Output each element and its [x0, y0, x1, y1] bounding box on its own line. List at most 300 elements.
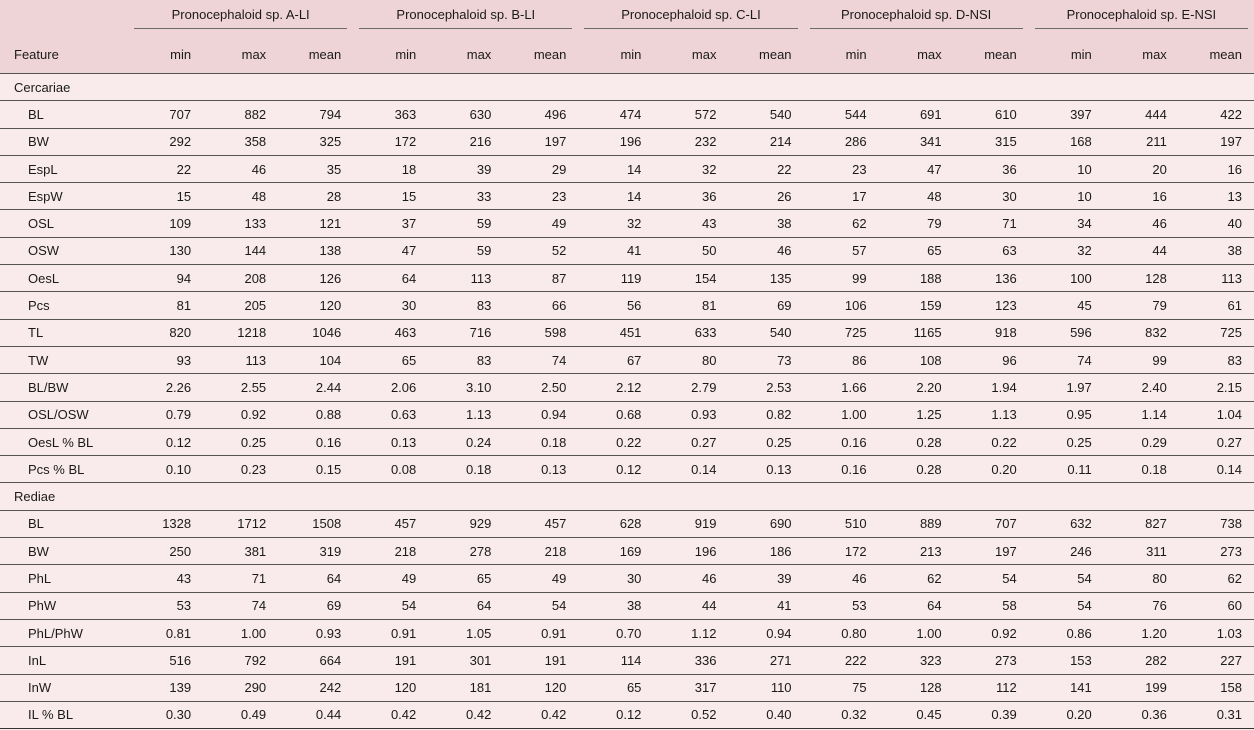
- value-cell: 33: [428, 183, 503, 210]
- table-row: [0, 701, 1254, 728]
- value-cell: 1.00: [203, 619, 278, 646]
- value-cell: 57: [804, 237, 879, 264]
- table-row: [0, 183, 1254, 210]
- value-cell: 81: [653, 292, 728, 319]
- group-header: Pronocephaloid sp. E-NSI: [1029, 0, 1254, 36]
- value-cell: 0.95: [1029, 401, 1104, 428]
- value-cell: 444: [1104, 101, 1179, 128]
- value-cell: 0.14: [653, 456, 728, 483]
- value-cell: 664: [278, 647, 353, 674]
- value-cell: 62: [804, 210, 879, 237]
- value-cell: 154: [653, 265, 728, 292]
- value-cell: 0.18: [503, 428, 578, 455]
- value-cell: 0.25: [728, 428, 803, 455]
- group-header: Pronocephaloid sp. A-LI: [128, 0, 353, 36]
- value-cell: 820: [128, 319, 203, 346]
- value-cell: 63: [954, 237, 1029, 264]
- value-cell: 110: [728, 674, 803, 701]
- value-cell: 0.24: [428, 428, 503, 455]
- value-cell: 1.20: [1104, 619, 1179, 646]
- feature-column-header: Feature: [0, 36, 128, 74]
- value-cell: 1508: [278, 510, 353, 537]
- min-column-header: min: [128, 36, 203, 74]
- value-cell: 0.63: [353, 401, 428, 428]
- value-cell: 1165: [879, 319, 954, 346]
- value-cell: 0.49: [203, 701, 278, 728]
- value-cell: 540: [728, 101, 803, 128]
- table-row: [0, 592, 1254, 619]
- value-cell: 121: [278, 210, 353, 237]
- value-cell: 80: [1104, 565, 1179, 592]
- value-cell: 64: [879, 592, 954, 619]
- value-cell: 2.44: [278, 374, 353, 401]
- value-cell: 0.08: [353, 456, 428, 483]
- value-cell: 41: [728, 592, 803, 619]
- feature-label: BL: [0, 510, 128, 537]
- value-cell: 41: [578, 237, 653, 264]
- section-row: [0, 74, 1254, 101]
- value-cell: 0.11: [1029, 456, 1104, 483]
- value-cell: 0.10: [128, 456, 203, 483]
- value-cell: 474: [578, 101, 653, 128]
- value-cell: 40: [1179, 210, 1254, 237]
- value-cell: 133: [203, 210, 278, 237]
- value-cell: 32: [1029, 237, 1104, 264]
- value-cell: 2.55: [203, 374, 278, 401]
- value-cell: 73: [728, 346, 803, 373]
- value-cell: 20: [1104, 155, 1179, 182]
- value-cell: 311: [1104, 538, 1179, 565]
- value-cell: 138: [278, 237, 353, 264]
- value-cell: 62: [1179, 565, 1254, 592]
- value-cell: 1.04: [1179, 401, 1254, 428]
- value-cell: 191: [353, 647, 428, 674]
- value-cell: 196: [578, 128, 653, 155]
- value-cell: 290: [203, 674, 278, 701]
- feature-label: BL/BW: [0, 374, 128, 401]
- value-cell: 100: [1029, 265, 1104, 292]
- table-row: [0, 565, 1254, 592]
- value-cell: 0.42: [353, 701, 428, 728]
- value-cell: 104: [278, 346, 353, 373]
- value-cell: 62: [879, 565, 954, 592]
- value-cell: 292: [128, 128, 203, 155]
- value-cell: 918: [954, 319, 1029, 346]
- mean-column-header: mean: [278, 36, 353, 74]
- value-cell: 43: [128, 565, 203, 592]
- value-cell: 1.12: [653, 619, 728, 646]
- mean-column-header: mean: [1179, 36, 1254, 74]
- value-cell: 610: [954, 101, 1029, 128]
- column-header-row: [0, 36, 1254, 74]
- value-cell: 691: [879, 101, 954, 128]
- value-cell: 130: [128, 237, 203, 264]
- value-cell: 47: [353, 237, 428, 264]
- value-cell: 58: [954, 592, 1029, 619]
- value-cell: 87: [503, 265, 578, 292]
- value-cell: 0.22: [954, 428, 1029, 455]
- value-cell: 46: [804, 565, 879, 592]
- value-cell: 32: [653, 155, 728, 182]
- table-row: [0, 374, 1254, 401]
- value-cell: 0.18: [428, 456, 503, 483]
- value-cell: 397: [1029, 101, 1104, 128]
- value-cell: 0.39: [954, 701, 1029, 728]
- value-cell: 246: [1029, 538, 1104, 565]
- value-cell: 227: [1179, 647, 1254, 674]
- value-cell: 93: [128, 346, 203, 373]
- value-cell: 126: [278, 265, 353, 292]
- value-cell: 120: [503, 674, 578, 701]
- value-cell: 363: [353, 101, 428, 128]
- table-row: [0, 647, 1254, 674]
- value-cell: 71: [203, 565, 278, 592]
- value-cell: 273: [954, 647, 1029, 674]
- value-cell: 49: [503, 210, 578, 237]
- value-cell: 325: [278, 128, 353, 155]
- value-cell: 317: [653, 674, 728, 701]
- value-cell: 0.70: [578, 619, 653, 646]
- value-cell: 0.42: [428, 701, 503, 728]
- value-cell: 2.12: [578, 374, 653, 401]
- value-cell: 39: [428, 155, 503, 182]
- value-cell: 2.06: [353, 374, 428, 401]
- value-cell: 113: [428, 265, 503, 292]
- value-cell: 54: [954, 565, 1029, 592]
- table-row: [0, 428, 1254, 455]
- value-cell: 67: [578, 346, 653, 373]
- value-cell: 0.52: [653, 701, 728, 728]
- value-cell: 889: [879, 510, 954, 537]
- value-cell: 0.79: [128, 401, 203, 428]
- value-cell: 516: [128, 647, 203, 674]
- value-cell: 738: [1179, 510, 1254, 537]
- value-cell: 0.27: [653, 428, 728, 455]
- min-column-header: min: [578, 36, 653, 74]
- value-cell: 69: [278, 592, 353, 619]
- value-cell: 186: [728, 538, 803, 565]
- value-cell: 0.16: [278, 428, 353, 455]
- feature-label: PhW: [0, 592, 128, 619]
- value-cell: 48: [203, 183, 278, 210]
- value-cell: 14: [578, 183, 653, 210]
- value-cell: 633: [653, 319, 728, 346]
- max-column-header: max: [203, 36, 278, 74]
- value-cell: 26: [728, 183, 803, 210]
- value-cell: 0.12: [128, 428, 203, 455]
- value-cell: 0.22: [578, 428, 653, 455]
- section-title: Cercariae: [0, 74, 1254, 101]
- value-cell: 598: [503, 319, 578, 346]
- value-cell: 232: [653, 128, 728, 155]
- value-cell: 59: [428, 210, 503, 237]
- value-cell: 114: [578, 647, 653, 674]
- feature-label: OesL % BL: [0, 428, 128, 455]
- value-cell: 0.86: [1029, 619, 1104, 646]
- value-cell: 0.27: [1179, 428, 1254, 455]
- feature-label: PhL/PhW: [0, 619, 128, 646]
- table-row: [0, 510, 1254, 537]
- value-cell: 28: [278, 183, 353, 210]
- value-cell: 135: [728, 265, 803, 292]
- value-cell: 1.00: [804, 401, 879, 428]
- value-cell: 0.94: [503, 401, 578, 428]
- value-cell: 109: [128, 210, 203, 237]
- value-cell: 792: [203, 647, 278, 674]
- value-cell: 0.13: [503, 456, 578, 483]
- value-cell: 0.40: [728, 701, 803, 728]
- value-cell: 197: [503, 128, 578, 155]
- value-cell: 197: [1179, 128, 1254, 155]
- table-row: [0, 101, 1254, 128]
- table-header: [0, 0, 1254, 74]
- value-cell: 106: [804, 292, 879, 319]
- value-cell: 2.79: [653, 374, 728, 401]
- value-cell: 16: [1104, 183, 1179, 210]
- max-column-header: max: [428, 36, 503, 74]
- value-cell: 54: [503, 592, 578, 619]
- table-row: [0, 619, 1254, 646]
- value-cell: 53: [128, 592, 203, 619]
- mean-column-header: mean: [728, 36, 803, 74]
- value-cell: 54: [1029, 565, 1104, 592]
- value-cell: 66: [503, 292, 578, 319]
- value-cell: 48: [879, 183, 954, 210]
- value-cell: 929: [428, 510, 503, 537]
- section-row: [0, 483, 1254, 510]
- value-cell: 0.28: [879, 456, 954, 483]
- value-cell: 10: [1029, 155, 1104, 182]
- value-cell: 463: [353, 319, 428, 346]
- value-cell: 22: [728, 155, 803, 182]
- value-cell: 79: [1104, 292, 1179, 319]
- table-row: [0, 265, 1254, 292]
- value-cell: 0.91: [503, 619, 578, 646]
- value-cell: 1712: [203, 510, 278, 537]
- value-cell: 113: [203, 346, 278, 373]
- value-cell: 0.18: [1104, 456, 1179, 483]
- table-body: [0, 74, 1254, 729]
- table-row: [0, 346, 1254, 373]
- feature-label: InL: [0, 647, 128, 674]
- value-cell: 86: [804, 346, 879, 373]
- value-cell: 50: [653, 237, 728, 264]
- value-cell: 632: [1029, 510, 1104, 537]
- value-cell: 197: [954, 538, 1029, 565]
- value-cell: 141: [1029, 674, 1104, 701]
- value-cell: 38: [578, 592, 653, 619]
- value-cell: 94: [128, 265, 203, 292]
- value-cell: 596: [1029, 319, 1104, 346]
- value-cell: 827: [1104, 510, 1179, 537]
- value-cell: 242: [278, 674, 353, 701]
- value-cell: 1.05: [428, 619, 503, 646]
- value-cell: 79: [879, 210, 954, 237]
- value-cell: 213: [879, 538, 954, 565]
- value-cell: 725: [1179, 319, 1254, 346]
- value-cell: 0.29: [1104, 428, 1179, 455]
- feature-label: EspL: [0, 155, 128, 182]
- value-cell: 0.91: [353, 619, 428, 646]
- value-cell: 319: [278, 538, 353, 565]
- value-cell: 46: [1104, 210, 1179, 237]
- table-row: [0, 674, 1254, 701]
- value-cell: 43: [653, 210, 728, 237]
- value-cell: 0.30: [128, 701, 203, 728]
- value-cell: 2.20: [879, 374, 954, 401]
- min-column-header: min: [353, 36, 428, 74]
- value-cell: 707: [954, 510, 1029, 537]
- value-cell: 0.13: [728, 456, 803, 483]
- value-cell: 65: [879, 237, 954, 264]
- value-cell: 0.15: [278, 456, 353, 483]
- table-row: [0, 155, 1254, 182]
- value-cell: 54: [1029, 592, 1104, 619]
- value-cell: 1.66: [804, 374, 879, 401]
- value-cell: 0.42: [503, 701, 578, 728]
- feature-label: PhL: [0, 565, 128, 592]
- value-cell: 214: [728, 128, 803, 155]
- value-cell: 0.94: [728, 619, 803, 646]
- feature-label: TW: [0, 346, 128, 373]
- value-cell: 0.16: [804, 456, 879, 483]
- value-cell: 628: [578, 510, 653, 537]
- value-cell: 0.13: [353, 428, 428, 455]
- value-cell: 572: [653, 101, 728, 128]
- feature-label: IL % BL: [0, 701, 128, 728]
- value-cell: 271: [728, 647, 803, 674]
- value-cell: 45: [1029, 292, 1104, 319]
- value-cell: 716: [428, 319, 503, 346]
- value-cell: 113: [1179, 265, 1254, 292]
- value-cell: 16: [1179, 155, 1254, 182]
- value-cell: 46: [653, 565, 728, 592]
- value-cell: 381: [203, 538, 278, 565]
- max-column-header: max: [879, 36, 954, 74]
- value-cell: 630: [428, 101, 503, 128]
- value-cell: 136: [954, 265, 1029, 292]
- value-cell: 30: [353, 292, 428, 319]
- value-cell: 1.03: [1179, 619, 1254, 646]
- value-cell: 61: [1179, 292, 1254, 319]
- value-cell: 199: [1104, 674, 1179, 701]
- value-cell: 49: [503, 565, 578, 592]
- value-cell: 23: [804, 155, 879, 182]
- value-cell: 34: [1029, 210, 1104, 237]
- value-cell: 0.12: [578, 701, 653, 728]
- value-cell: 3.10: [428, 374, 503, 401]
- table-row: [0, 210, 1254, 237]
- value-cell: 2.50: [503, 374, 578, 401]
- value-cell: 278: [428, 538, 503, 565]
- table-row: [0, 237, 1254, 264]
- value-cell: 83: [428, 292, 503, 319]
- value-cell: 0.45: [879, 701, 954, 728]
- value-cell: 46: [728, 237, 803, 264]
- value-cell: 0.80: [804, 619, 879, 646]
- value-cell: 250: [128, 538, 203, 565]
- value-cell: 128: [1104, 265, 1179, 292]
- feature-label: BW: [0, 538, 128, 565]
- value-cell: 96: [954, 346, 1029, 373]
- value-cell: 208: [203, 265, 278, 292]
- value-cell: 2.53: [728, 374, 803, 401]
- value-cell: 74: [1029, 346, 1104, 373]
- feature-label: TL: [0, 319, 128, 346]
- value-cell: 196: [653, 538, 728, 565]
- group-header: Pronocephaloid sp. D-NSI: [804, 0, 1029, 36]
- value-cell: 119: [578, 265, 653, 292]
- value-cell: 0.32: [804, 701, 879, 728]
- value-cell: 205: [203, 292, 278, 319]
- value-cell: 46: [203, 155, 278, 182]
- value-cell: 74: [503, 346, 578, 373]
- value-cell: 169: [578, 538, 653, 565]
- value-cell: 0.25: [203, 428, 278, 455]
- table-row: [0, 456, 1254, 483]
- value-cell: 15: [128, 183, 203, 210]
- value-cell: 882: [203, 101, 278, 128]
- value-cell: 451: [578, 319, 653, 346]
- value-cell: 0.12: [578, 456, 653, 483]
- value-cell: 496: [503, 101, 578, 128]
- value-cell: 168: [1029, 128, 1104, 155]
- value-cell: 39: [728, 565, 803, 592]
- group-header: Pronocephaloid sp. C-LI: [578, 0, 803, 36]
- value-cell: 690: [728, 510, 803, 537]
- mean-column-header: mean: [954, 36, 1029, 74]
- value-cell: 540: [728, 319, 803, 346]
- value-cell: 56: [578, 292, 653, 319]
- value-cell: 301: [428, 647, 503, 674]
- value-cell: 14: [578, 155, 653, 182]
- value-cell: 273: [1179, 538, 1254, 565]
- table-row: [0, 538, 1254, 565]
- value-cell: 286: [804, 128, 879, 155]
- value-cell: 52: [503, 237, 578, 264]
- value-cell: 38: [728, 210, 803, 237]
- value-cell: 707: [128, 101, 203, 128]
- value-cell: 47: [879, 155, 954, 182]
- value-cell: 83: [1179, 346, 1254, 373]
- value-cell: 36: [954, 155, 1029, 182]
- value-cell: 0.28: [879, 428, 954, 455]
- value-cell: 76: [1104, 592, 1179, 619]
- mean-column-header: mean: [503, 36, 578, 74]
- value-cell: 83: [428, 346, 503, 373]
- value-cell: 75: [804, 674, 879, 701]
- group-header: Pronocephaloid sp. B-LI: [353, 0, 578, 36]
- value-cell: 191: [503, 647, 578, 674]
- value-cell: 159: [879, 292, 954, 319]
- value-cell: 32: [578, 210, 653, 237]
- value-cell: 65: [353, 346, 428, 373]
- value-cell: 64: [353, 265, 428, 292]
- value-cell: 80: [653, 346, 728, 373]
- value-cell: 211: [1104, 128, 1179, 155]
- value-cell: 64: [428, 592, 503, 619]
- value-cell: 0.81: [128, 619, 203, 646]
- value-cell: 144: [203, 237, 278, 264]
- value-cell: 99: [804, 265, 879, 292]
- value-cell: 158: [1179, 674, 1254, 701]
- value-cell: 0.44: [278, 701, 353, 728]
- value-cell: 71: [954, 210, 1029, 237]
- feature-label: EspW: [0, 183, 128, 210]
- value-cell: 44: [1104, 237, 1179, 264]
- value-cell: 341: [879, 128, 954, 155]
- empty-corner: [0, 0, 128, 36]
